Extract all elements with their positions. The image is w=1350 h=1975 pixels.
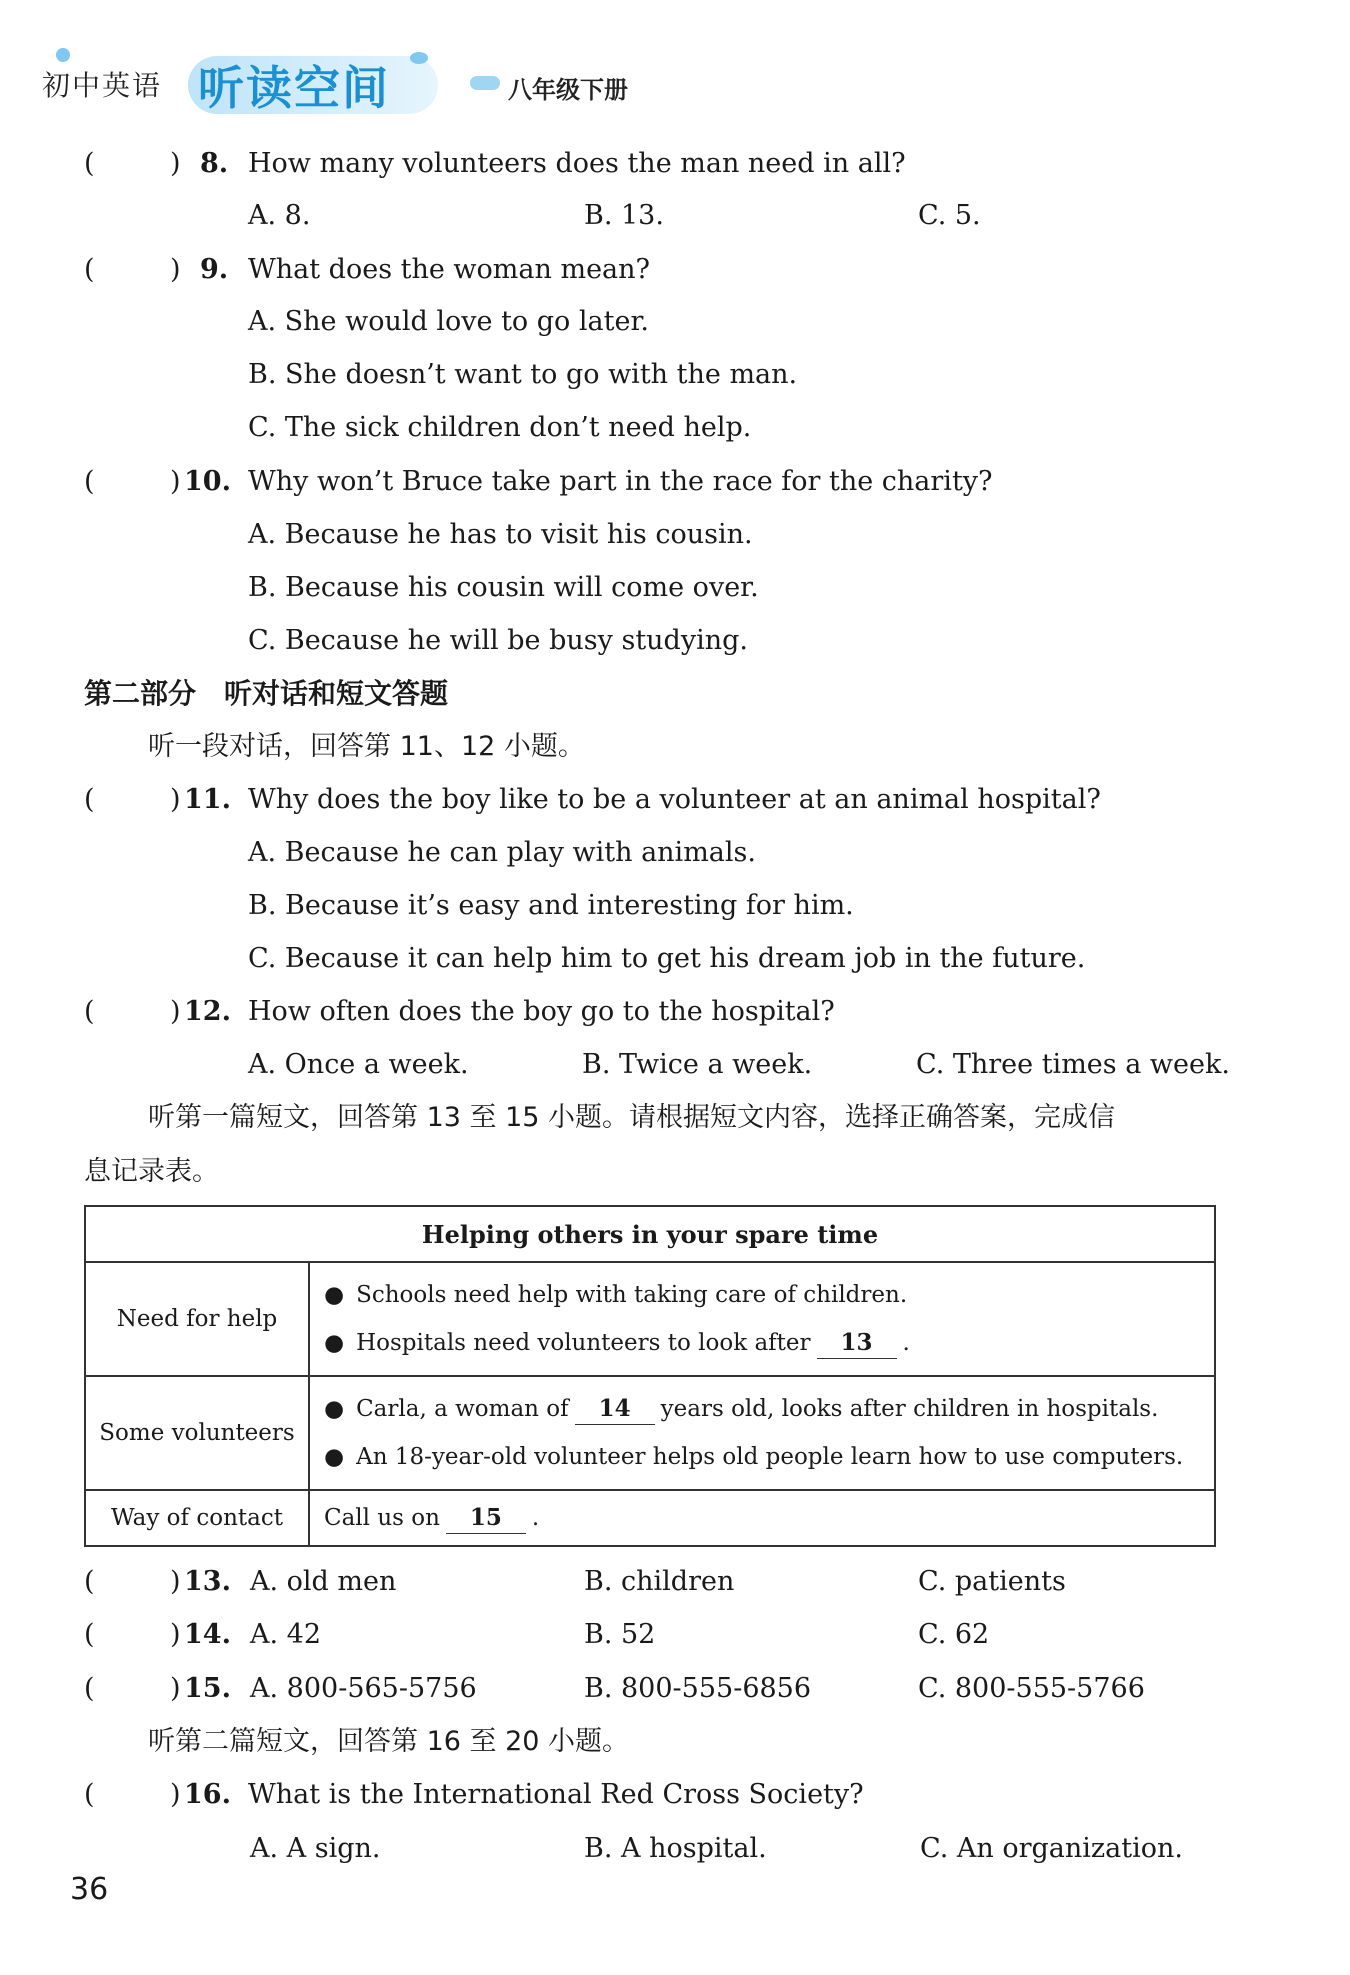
option-b: B. Twice a week. <box>582 1049 813 1080</box>
option-b: B. 800-555-6856 <box>584 1673 812 1704</box>
blank-13[interactable]: 13 <box>817 1328 897 1359</box>
blank-15[interactable]: 15 <box>446 1503 526 1534</box>
option-b: B. 13. <box>584 200 664 231</box>
answer-bracket-close: ) <box>170 1673 181 1704</box>
question-number: 12. <box>184 996 231 1027</box>
question-text: How many volunteers does the man need in all? <box>248 148 906 179</box>
option-b: B. 52 <box>584 1619 656 1650</box>
row-content-some-volunteers <box>309 1376 1215 1490</box>
answer-bracket-close: ) <box>170 1619 181 1650</box>
option-b: B. Because it’s easy and interesting for him. <box>248 890 854 921</box>
decor-dot-icon <box>56 48 70 62</box>
option-c: C. 5. <box>918 200 981 231</box>
question-text: How often does the boy go to the hospital? <box>248 996 835 1027</box>
option-a: A. 42 <box>250 1619 322 1650</box>
answer-bracket-close: ) <box>170 148 181 179</box>
section-instruction: 听一段对话，回答第 11、12 小题。 <box>148 731 585 762</box>
answer-bracket-close: ) <box>170 784 181 815</box>
answer-bracket-close: ) <box>170 996 181 1027</box>
table-title: Helping others in your spare time <box>85 1206 1215 1262</box>
answer-bracket-open[interactable]: ( <box>84 1619 95 1650</box>
answer-bracket-open[interactable]: ( <box>84 254 95 285</box>
row-label-some-volunteers: Some volunteers <box>85 1376 309 1490</box>
question-text: Why does the boy like to be a volunteer at an animal hospital? <box>248 784 1101 815</box>
option-a: A. 800-565-5756 <box>250 1673 477 1704</box>
bullet-text-end: years old, looks after children in hospitals. <box>660 1396 1159 1422</box>
option-a: A. She would love to go later. <box>248 306 649 337</box>
question-text: Why won’t Bruce take part in the race for the charity? <box>248 466 993 497</box>
row-content-need-for-help <box>309 1262 1215 1376</box>
decor-dot-icon <box>410 52 428 64</box>
bullet-text-end: . <box>902 1330 910 1356</box>
info-record-table <box>84 1205 1216 1547</box>
section-title: 第二部分 听对话和短文答题 <box>84 677 449 710</box>
question-number: 10. <box>184 466 231 497</box>
option-c: C. Three times a week. <box>916 1049 1230 1080</box>
option-c: C. Because it can help him to get his dream job in the future. <box>248 943 1086 974</box>
answer-bracket-open[interactable]: ( <box>84 148 95 179</box>
bullet-icon: ● <box>324 1396 345 1422</box>
option-a: A. old men <box>250 1566 397 1597</box>
question-number: 13. <box>184 1566 231 1597</box>
passage-instruction-line1: 听第一篇短文，回答第 13 至 15 小题。请根据短文内容，选择正确答案，完成信 <box>148 1102 1116 1133</box>
option-b: B. She doesn’t want to go with the man. <box>248 359 798 390</box>
question-number: 11. <box>184 784 231 815</box>
page-header <box>38 52 678 122</box>
bullet-icon: ● <box>324 1330 345 1356</box>
row-label-need-for-help: Need for help <box>85 1262 309 1376</box>
answer-bracket-close: ) <box>170 466 181 497</box>
answer-bracket-open[interactable]: ( <box>84 1779 95 1810</box>
answer-bracket-open[interactable]: ( <box>84 466 95 497</box>
series-title: 初中英语 <box>42 69 163 102</box>
answer-bracket-open[interactable]: ( <box>84 1673 95 1704</box>
answer-bracket-open[interactable]: ( <box>84 996 95 1027</box>
question-number: 16. <box>184 1779 231 1810</box>
option-a: A. 8. <box>248 200 311 231</box>
bullet-text: Hospitals need volunteers to look after <box>356 1330 811 1356</box>
page-number: 36 <box>70 1872 109 1907</box>
option-c: C. The sick children don’t need help. <box>248 412 752 443</box>
option-a: A. Once a week. <box>248 1049 469 1080</box>
option-a: A. Because he can play with animals. <box>248 837 756 868</box>
option-c: C. patients <box>918 1566 1066 1597</box>
brand-title: 听读空间 <box>198 61 390 115</box>
option-c: C. An organization. <box>920 1833 1183 1864</box>
question-number: 14. <box>184 1619 231 1650</box>
answer-bracket-close: ) <box>170 1779 181 1810</box>
row-content-way-of-contact <box>309 1490 1215 1546</box>
question-number: 9. <box>200 254 229 285</box>
question-number: 8. <box>200 148 229 179</box>
bullet-text: Carla, a woman of <box>356 1396 569 1422</box>
row-label-way-of-contact: Way of contact <box>85 1490 309 1546</box>
contact-text-end: . <box>531 1505 540 1531</box>
grade-label: 八年级下册 <box>508 76 628 104</box>
option-b: B. Because his cousin will come over. <box>248 572 759 603</box>
option-b: B. children <box>584 1566 735 1597</box>
option-c: C. 800-555-5766 <box>918 1673 1145 1704</box>
bullet-text: An 18-year-old volunteer helps old people learn how to use computers. <box>356 1444 1184 1470</box>
option-c: C. 62 <box>918 1619 990 1650</box>
option-a: A. A sign. <box>250 1833 381 1864</box>
contact-text: Call us on <box>324 1505 440 1531</box>
answer-bracket-close: ) <box>170 1566 181 1597</box>
bullet-text: Schools need help with taking care of children. <box>356 1282 908 1308</box>
blank-14[interactable]: 14 <box>575 1394 655 1425</box>
answer-bracket-open[interactable]: ( <box>84 1566 95 1597</box>
answer-bracket-open[interactable]: ( <box>84 784 95 815</box>
option-a: A. Because he has to visit his cousin. <box>248 519 753 550</box>
question-text: What does the woman mean? <box>248 254 651 285</box>
bullet-icon: ● <box>324 1444 345 1470</box>
option-b: B. A hospital. <box>584 1833 767 1864</box>
option-c: C. Because he will be busy studying. <box>248 625 748 656</box>
answer-bracket-close: ) <box>170 254 181 285</box>
question-text: What is the International Red Cross Society? <box>248 1779 864 1810</box>
question-number: 15. <box>184 1673 231 1704</box>
grade-decoration <box>470 76 500 90</box>
passage2-instruction: 听第二篇短文，回答第 16 至 20 小题。 <box>148 1726 630 1757</box>
bullet-icon: ● <box>324 1282 345 1308</box>
passage-instruction-line2: 息记录表。 <box>84 1156 219 1187</box>
